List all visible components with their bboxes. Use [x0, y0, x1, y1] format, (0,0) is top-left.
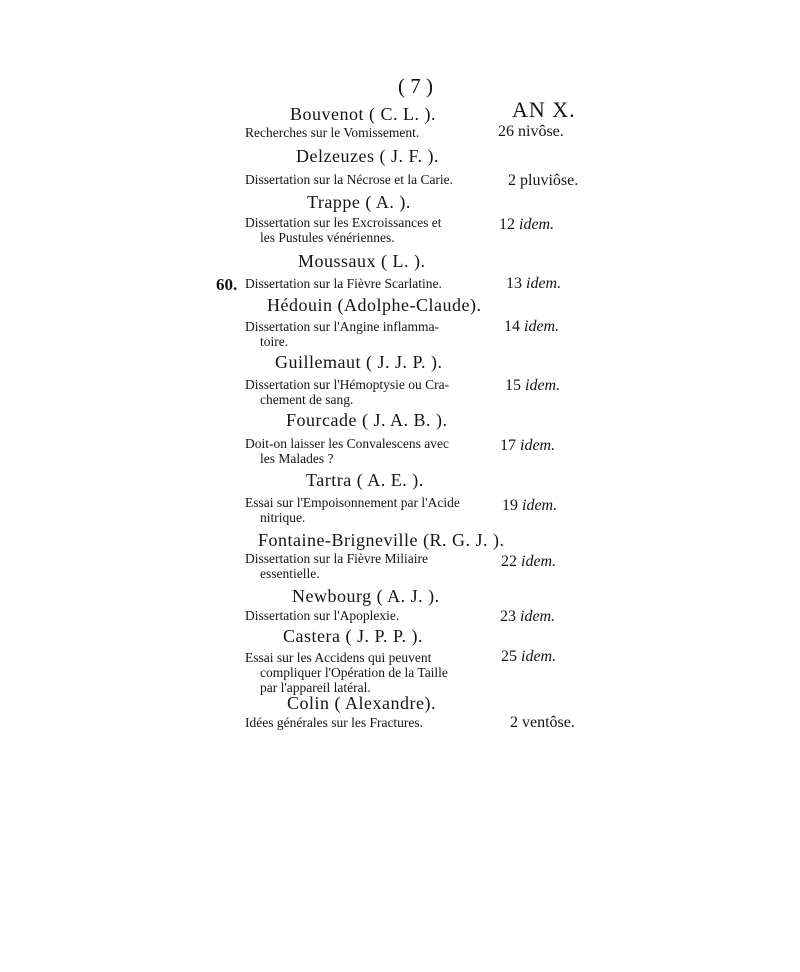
entry-title-line: Essai sur l'Empoisonnement par l'Acide	[245, 495, 460, 510]
entry-author: Tartra ( A. E. ).	[306, 470, 424, 490]
entry-title-line: compliquer l'Opération de la Taille	[260, 665, 448, 680]
entry-title-line: Dissertation sur la Fièvre Scarlatine.	[245, 276, 442, 291]
entry-author: Castera ( J. P. P. ).	[283, 626, 423, 646]
entry-date	[498, 123, 564, 141]
entry-date-month: idem.	[520, 437, 556, 454]
entry-author: Newbourg ( A. J. ).	[292, 586, 440, 606]
entry-date-month: idem.	[522, 497, 558, 514]
entry-author: Fourcade ( J. A. B. ).	[286, 410, 448, 430]
entry-title-line: Dissertation sur les Excroissances et	[245, 215, 442, 230]
entry-date	[510, 714, 575, 732]
entry-date-day: 15	[505, 377, 521, 394]
entry-date	[500, 437, 555, 455]
entry-date	[501, 553, 556, 571]
entry-date	[500, 608, 555, 626]
entry-title-line: Dissertation sur l'Hémoptysie ou Cra-	[245, 377, 450, 392]
entry-author: Bouvenot ( C. L. ).	[290, 104, 436, 124]
entry-author: Delzeuzes ( J. F. ).	[296, 146, 440, 166]
entry-date-month: idem.	[521, 648, 557, 665]
entry-date-month: idem.	[521, 553, 557, 570]
entry-author: Hédouin (Adolphe-Claude).	[267, 295, 482, 315]
entry-title-line: essentielle.	[260, 566, 320, 581]
year-heading: AN X.	[512, 97, 576, 122]
entry-date-month: idem.	[526, 275, 562, 292]
entry-author: Trappe ( A. ).	[307, 192, 411, 212]
entry-title-line: Doit-on laisser les Convalescens avec	[245, 436, 449, 451]
entry-date-month: idem.	[520, 608, 556, 625]
entry-title-line: Idées générales sur les Fractures.	[245, 715, 424, 730]
entry-date	[505, 377, 560, 395]
entry-author: Moussaux ( L. ).	[298, 251, 426, 271]
entry-title-line: chement de sang.	[260, 392, 354, 407]
entry-date	[504, 318, 559, 336]
entry-date	[508, 172, 578, 190]
entry-date-day: 14	[504, 318, 520, 335]
entry-date-day: 25	[501, 648, 517, 665]
entry-date-month: nivôse.	[518, 123, 564, 140]
entry-title-line: par l'appareil latéral.	[260, 680, 371, 695]
entry-date-day: 12	[499, 216, 515, 233]
entry-date-day: 2	[510, 714, 518, 731]
entry-title-line: les Pustules vénériennes.	[260, 230, 395, 245]
entry-date	[501, 648, 556, 666]
entry-date-month: idem.	[524, 318, 560, 335]
entry-date-month: pluviôse.	[520, 172, 579, 189]
entry-title-line: les Malades ?	[260, 451, 334, 466]
entry-date-day: 19	[502, 497, 518, 514]
entry-date-day: 17	[500, 437, 516, 454]
entry-author: Fontaine-Brigneville (R. G. J. ).	[258, 530, 505, 550]
entry-title-line: nitrique.	[260, 510, 306, 525]
page-number: ( 7 )	[398, 74, 433, 98]
entry-date-month: idem.	[519, 216, 555, 233]
entry-title-line: Dissertation sur l'Apoplexie.	[245, 608, 400, 623]
entry-date-day: 2	[508, 172, 516, 189]
entry-date-day: 13	[506, 275, 522, 292]
entry-date	[499, 216, 554, 234]
entry-title-line: Recherches sur le Vomissement.	[245, 125, 420, 140]
entry-title-line: toire.	[260, 334, 289, 349]
entry-title-line: Dissertation sur la Nécrose et la Carie.	[245, 172, 454, 187]
entry-date-month: ventôse.	[522, 714, 575, 731]
entry-date-day: 22	[501, 553, 517, 570]
entry-date-day: 26	[498, 123, 514, 140]
entry-title-line: Dissertation sur l'Angine inflamma-	[245, 319, 440, 334]
entry-date-day: 23	[500, 608, 516, 625]
entry-author: Guillemaut ( J. J. P. ).	[275, 352, 443, 372]
entry-title-line: Essai sur les Accidens qui peuvent	[245, 650, 432, 665]
entry-date	[506, 275, 561, 293]
entry-date	[502, 497, 557, 515]
entry-title-line: Dissertation sur la Fièvre Miliaire	[245, 551, 428, 566]
entry-author: Colin ( Alexandre).	[287, 693, 436, 713]
entry-date-month: idem.	[525, 377, 561, 394]
margin-number: 60.	[216, 275, 238, 294]
